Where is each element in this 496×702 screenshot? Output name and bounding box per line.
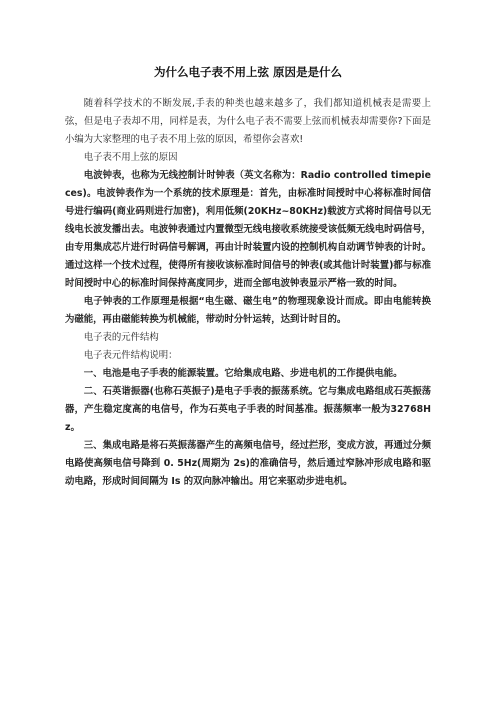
paragraph-quartz-resonator: 二、石英谐振器(也称石英振子)是电子手表的振荡系统。它与集成电路组成石英振荡器，产生稳定度高的电信号，作为石英电子手表的时间基准。振荡频率一般为32768Hz。 <box>65 386 431 433</box>
structure-intro-line: 电子表元件结构说明： <box>83 350 178 361</box>
paragraph-battery: 一、电池是电子手表的能源装置。它给集成电路、步进电机的工作提供电能。 <box>83 368 403 379</box>
document-body <box>65 95 431 491</box>
section-heading-reason: 电子表不用上弦的原因 <box>83 152 178 163</box>
document-title: 为什么电子表不用上弦 原因是是什么 <box>153 65 342 79</box>
section-heading-structure: 电子表的元件结构 <box>83 332 159 343</box>
paragraph-integrated-circuit: 三、集成电路是将石英振荡器产生的高频电信号，经过拦形，变成方波，再通过分频电路使高频电信号降到 0. 5Hz(周期为 2s)的准确信号，然后通过窄脉冲形成电路和驱动电路，形成时间间隔为 Is 的双向脉冲输出。用它来驱动步进电机。 <box>65 440 431 487</box>
paragraph-radio-clock: 电波钟表，也称为无线控制计时钟表（英文名称为：Radio controlled timepieces)。电波钟表作为一个系统的技术原理是：首先，由标准时间授时中心将标准时间信号进行编码(商业码则进行加密)，利用低频(20KHz~80KHz)载波方式将时间信号以无线电长波发播出去。电波钟表通过内置微型无线电接收系统接受该低频无线电时码信号，由专用集成芯片进行时码信号解调，再由计时装置内设的控制机构自动调节钟表的计时。通过这样一个技术过程，使得所有接收该标准时间信号的钟表(或其他计时装置)都与标准时间授时中心的标准时间保持高度同步，进而全部电波钟表显示严格一致的时间。 <box>65 170 431 289</box>
paragraph-working-principle: 电子钟表的工作原理是根据“电生磁、磁生电”的物理现象设计而成。即由电能转换为磁能，再由磁能转换为机械能，带动时分针运转，达到计时目的。 <box>65 296 431 325</box>
paragraph-intro: 随着科学技术的不断发展,手表的种类也越来越多了，我们都知道机械表是需要上弦，但是电子表却不用，同样是表，为什么电子表不需要上弦而机械表却需要你?下面是小编为大家整理的电子表不用上弦的原因，希望你会喜欢! <box>65 98 431 145</box>
